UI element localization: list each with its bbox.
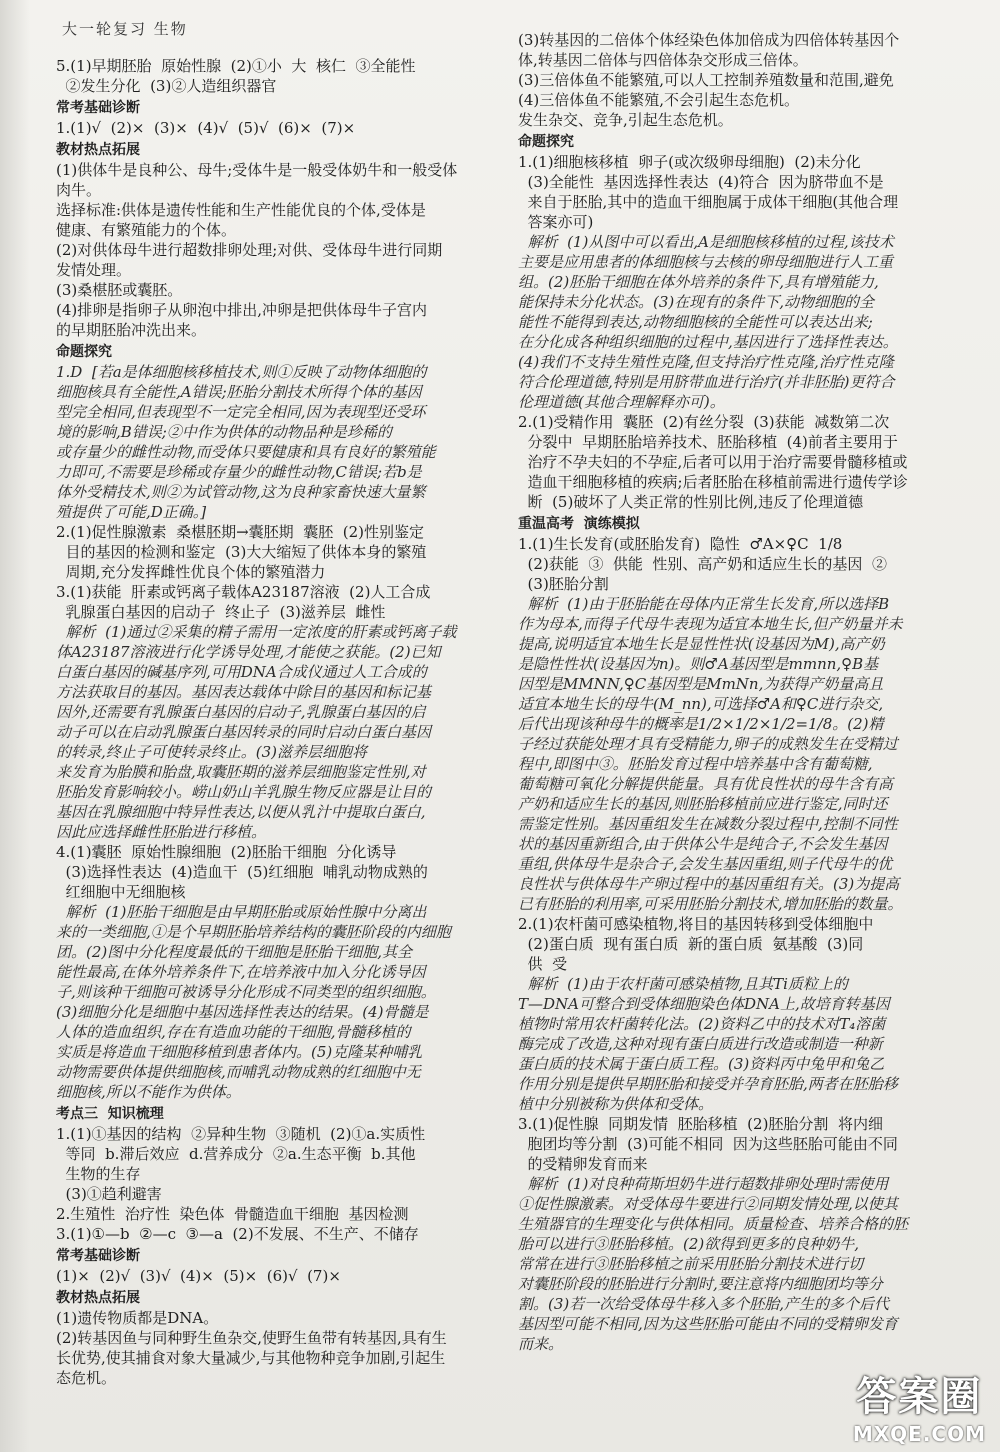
answer-line: 2.(1)受精作用 囊胚 (2)有丝分裂 (3)获能 减数第二次 bbox=[518, 413, 890, 431]
explanation-line: T—DNA可整合到受体细胞染色体DNA上,故培育转基因 bbox=[518, 995, 890, 1013]
explanation-line: 作用分别是提供早期胚胎和接受并孕育胚胎,两者在胚胎移 bbox=[518, 1075, 898, 1093]
explanation-line: 动物需要供体提供细胞核,而哺乳动物成熟的红细胞中无 bbox=[56, 1063, 421, 1081]
explanation-line: 蛋白质的技术属于蛋白质工程。(3)资料丙中兔甲和兔乙 bbox=[518, 1055, 885, 1073]
explanation-line: 能保持未分化状态。(3)在现有的条件下,动物细胞的全 bbox=[518, 293, 875, 311]
answer-line: 5.(1)早期胚胎 原始性腺 (2)①小 大 核仁 ③全能性 bbox=[56, 57, 416, 75]
section-heading: 常考基础诊断 bbox=[56, 100, 140, 116]
explanation-line: 状的基因重新组合,由于供体公牛是纯合子,不会发生基因 bbox=[518, 835, 888, 853]
explanation-line: 的转录,终止子可使转录终止。(3)滋养层细胞将 bbox=[56, 743, 368, 761]
explanation-line: 能性不能得到表达,动物细胞核的全能性可以表达出来; bbox=[518, 313, 873, 331]
explanation-line: 体A23187溶液进行化学诱导处理,才能使之获能。(2)已知 bbox=[56, 643, 441, 661]
explanation-line: 1.D [若a是体细胞核移植技术,则①反映了动物体细胞的 bbox=[56, 363, 427, 381]
explanation-line: 细胞核,所以不能作为供体。 bbox=[56, 1083, 241, 1101]
explanation-line: 动子可以在启动乳腺蛋白基因转录的同时启动白蛋白基因 bbox=[56, 723, 432, 741]
answer-line: 周期,充分发挥雌性优良个体的繁殖潜力 bbox=[56, 563, 326, 581]
explanation-line: 良性状与供体母牛产卵过程中的基因重组有关。(3)为提高 bbox=[518, 875, 900, 893]
answer-line: 2.生殖性 治疗性 染色体 骨髓造血干细胞 基因检测 bbox=[56, 1205, 409, 1223]
explanation-line: 葡萄糖可氧化分解提供能量。具有优良性状的母牛含有高 bbox=[518, 775, 894, 793]
answer-line: 的早期胚胎冲洗出来。 bbox=[56, 321, 207, 339]
answer-line: 分裂中 早期胚胎培养技术、胚胎移植 (4)前者主要用于 bbox=[518, 433, 898, 451]
answer-line: 1.(1)√ (2)× (3)× (4)√ (5)√ (6)× (7)× bbox=[56, 119, 356, 137]
answer-line: 体,转基因二倍体与四倍体杂交形成三倍体。 bbox=[518, 51, 808, 69]
answer-line: 2.(1)农杆菌可感染植物,将目的基因转移到受体细胞中 bbox=[518, 915, 874, 933]
explanation-line: 胎可以进行③胚胎移植。(2)欲得到更多的良种奶牛, bbox=[518, 1235, 860, 1253]
answer-line: 供 受 bbox=[518, 955, 568, 973]
explanation-line: 来发育为胎膜和胎盘,取囊胚期的滋养层细胞鉴定性别,对 bbox=[56, 763, 426, 781]
explanation-line: 后代出现该种母牛的概率是1/2×1/2×1/2=1/8。(2)精 bbox=[518, 715, 884, 733]
explanation-line: 符合伦理道德,特别是用脐带血进行治疗(并非胚胎)更符合 bbox=[518, 373, 895, 391]
answer-line: (2)对供体母牛进行超数排卵处理;对供、受体母牛进行同期 bbox=[56, 241, 443, 259]
explanation-line: 解析 (1)对良种荷斯坦奶牛进行超数排卵处理时需使用 bbox=[518, 1175, 889, 1193]
answer-line: 断 (5)破坏了人类正常的性别比例,违反了伦理道德 bbox=[518, 493, 864, 511]
answer-line: 1.(1)生长发育(或胚胎发育) 隐性 ♂A×♀C 1/8 bbox=[518, 535, 843, 553]
explanation-line: 植物时常用农杆菌转化法。(2)资料乙中的技术对T₄溶菌 bbox=[518, 1015, 886, 1033]
answer-line: (3)选择性表达 (4)造血干 (5)红细胞 哺乳动物成熟的 bbox=[56, 863, 428, 881]
answer-line: 等同 b.滞后效应 d.营养成分 ②a.生态平衡 b.其他 bbox=[56, 1145, 416, 1163]
section-heading: 常考基础诊断 bbox=[56, 1248, 140, 1264]
answer-line: 长优势,使其捕食对象大量减少,与其他物种竞争加剧,引起生 bbox=[56, 1349, 446, 1367]
answer-line: 造血干细胞移植的疾病;后者胚胎在移植前需进行遗传学诊 bbox=[518, 473, 908, 491]
explanation-line: 子,则该种干细胞可被诱导分化形成不同类型的组织细胞。 bbox=[56, 983, 436, 1001]
explanation-line: 能性最高,在体外培养条件下,在培养液中加入分化诱导因 bbox=[56, 963, 426, 981]
explanation-line: 在分化成各种组织细胞的过程中,基因进行了选择性表达。 bbox=[518, 333, 898, 351]
watermark-title: 答案圈 bbox=[856, 1374, 983, 1420]
answer-line: 胞团均等分割 (3)可能不相同 因为这些胚胎可能由不同 bbox=[518, 1135, 898, 1153]
explanation-line: 程中,即图中③。胚胎发育过程中培养基中含有葡萄糖, bbox=[518, 755, 873, 773]
answer-line: (3)三倍体鱼不能繁殖,可以人工控制养殖数量和范围,避免 bbox=[518, 71, 894, 89]
answer-line: 红细胞中无细胞核 bbox=[56, 883, 186, 901]
answer-line: (1)供体牛是良种公、母牛;受体牛是一般受体奶牛和一般受体 bbox=[56, 161, 458, 179]
answer-line: 肉牛。 bbox=[56, 181, 102, 199]
section-heading: 重温高考 演练模拟 bbox=[518, 516, 640, 532]
explanation-line: 来的一类细胞,①是个早期胚胎培养结构的囊胚阶段的内细胞 bbox=[56, 923, 451, 941]
answer-line: 选择标准:供体是遗传性能和生产性能优良的个体,受体是 bbox=[56, 201, 426, 219]
answer-line: 的受精卵发育而来 bbox=[518, 1155, 648, 1173]
explanation-line: 因外,还需要有乳腺蛋白基因的启动子,乳腺蛋白基因的启 bbox=[56, 703, 426, 721]
explanation-line: 方法获取目的基因。基因表达载体中除目的基因和标记基 bbox=[56, 683, 432, 701]
explanation-line: 体外受精技术,则②为试管动物,这为良种家畜快速大量繁 bbox=[56, 483, 426, 501]
explanation-line: (3)细胞分化是细胞中基因选择性表达的结果。(4)骨髓是 bbox=[56, 1003, 429, 1021]
explanation-line: 殖提供了可能,D正确。] bbox=[56, 503, 207, 521]
explanation-line: 已有胚胎的利用率,可采用胚胎分割技术,增加胚胎的数量。 bbox=[518, 895, 903, 913]
explanation-line: 细胞核具有全能性,A错误;胚胎分割技术所得个体的基因 bbox=[56, 383, 422, 401]
explanation-line: 提高,说明适宜本地生长是显性性状(设基因为M),高产奶 bbox=[518, 635, 885, 653]
explanation-line: 伦理道德(其他合理解释亦可)。 bbox=[518, 393, 725, 411]
answer-line: ②发生分化 (3)②人造组织器官 bbox=[56, 77, 277, 95]
explanation-line: ①促性腺激素。对受体母牛要进行②同期发情处理,以使其 bbox=[518, 1195, 898, 1213]
answer-line: 乳腺蛋白基因的启动子 终止子 (3)滋养层 雌性 bbox=[56, 603, 386, 621]
explanation-line: 解析 (1)通过②采集的精子需用一定浓度的肝素或钙离子载 bbox=[56, 623, 457, 641]
binding-shadow bbox=[0, 0, 30, 1452]
right-column bbox=[518, 30, 964, 1354]
answer-line: 1.(1)细胞核移植 卵子(或次级卵母细胞) (2)未分化 bbox=[518, 153, 861, 171]
answer-line: 发情处理。 bbox=[56, 261, 132, 279]
explanation-line: 重组,供体母牛是杂合子,会发生基因重组,则子代母牛的优 bbox=[518, 855, 893, 873]
explanation-line: 子经过获能处理才具有受精能力,卵子的成熟发生在受精过 bbox=[518, 735, 898, 753]
answer-line: 治疗不孕夫妇的不孕症,后者可以用于治疗需要骨髓移植或 bbox=[518, 453, 908, 471]
running-head: 大一轮复习 生物 bbox=[62, 20, 188, 38]
explanation-line: 组。(2)胚胎干细胞在体外培养的条件下,具有增殖能力, bbox=[518, 273, 879, 291]
answer-line: (3)胚胎分割 bbox=[518, 575, 609, 593]
explanation-line: 产奶和适应生长的基因,则胚胎移植前应进行鉴定,同时还 bbox=[518, 795, 888, 813]
explanation-line: 作为母本,而得子代母牛表现为适宜本地生长,但产奶量并未 bbox=[518, 615, 903, 633]
explanation-line: 解析 (1)由于胚胎能在母体内正常生长发育,所以选择B bbox=[518, 595, 890, 613]
section-heading: 教材热点拓展 bbox=[56, 1290, 140, 1306]
explanation-line: 适宜本地生长的母牛(M_nn),可选择♂A和♀C进行杂交, bbox=[518, 695, 884, 713]
explanation-line: (4)我们不支持生殖性克隆,但支持治疗性克隆,治疗性克隆 bbox=[518, 353, 894, 371]
answer-line: 发生杂交、竞争,引起生态危机。 bbox=[518, 111, 733, 129]
explanation-line: 型完全相同,但表现型不一定完全相同,因为表现型还受环 bbox=[56, 403, 426, 421]
watermark-url: MXQE.COM bbox=[852, 1422, 986, 1446]
answer-line: 3.(1)获能 肝素或钙离子载体A23187溶液 (2)人工合成 bbox=[56, 583, 431, 601]
explanation-line: 基因型可能不相同,因为这些胚胎可能由不同的受精卵发育 bbox=[518, 1315, 898, 1333]
answer-line: 健康、有繁殖能力的个体。 bbox=[56, 221, 237, 239]
explanation-line: 胚胎发育影响较小。崂山奶山羊乳腺生物反应器是让目的 bbox=[56, 783, 432, 801]
explanation-line: 酶完成了改造,这种对现有蛋白质进行改造或制造一种新 bbox=[518, 1035, 883, 1053]
explanation-line: 解析 (1)由于农杆菌可感染植物,且其Ti质粒上的 bbox=[518, 975, 848, 993]
section-heading: 命题探究 bbox=[56, 344, 112, 360]
explanation-line: 对囊胚阶段的胚胎进行分割时,要注意将内细胞团均等分 bbox=[518, 1275, 883, 1293]
explanation-line: 白蛋白基因的碱基序列,可用DNA合成仪通过人工合成的 bbox=[56, 663, 427, 681]
explanation-line: 力即可,不需要是珍稀或存量少的雌性动物,C错误;若b是 bbox=[56, 463, 422, 481]
section-heading: 考点三 知识梳理 bbox=[56, 1106, 164, 1122]
answer-line: 生物的生存 bbox=[56, 1165, 141, 1183]
explanation-line: 而来。 bbox=[518, 1335, 564, 1353]
answer-line: 态危机。 bbox=[56, 1369, 117, 1387]
explanation-line: 因型是MMNN,♀C基因型是MmNn,为获得产奶量高且 bbox=[518, 675, 884, 693]
explanation-line: 境的影响,B错误;②中作为供体的动物品种是珍稀的 bbox=[56, 423, 392, 441]
answer-line: (1)× (2)√ (3)√ (4)× (5)× (6)√ (7)× bbox=[56, 1267, 341, 1285]
answer-line: (2)获能 ③ 供能 性别、高产奶和适应生长的基因 ② bbox=[518, 555, 887, 573]
explanation-line: 需鉴定性别。基因重组发生在减数分裂过程中,控制不同性 bbox=[518, 815, 898, 833]
section-heading: 教材热点拓展 bbox=[56, 142, 140, 158]
answer-line: (3)桑椹胚或囊胚。 bbox=[56, 281, 183, 299]
watermark-logo bbox=[853, 1365, 986, 1446]
explanation-line: 常常在进行③胚胎移植之前采用胚胎分割技术进行切 bbox=[518, 1255, 864, 1273]
explanation-line: 是隐性性状(设基因为n)。则♂A基因型是mmnn,♀B基 bbox=[518, 655, 879, 673]
answer-line: 3.(1)①—b ②—c ③—a (2)不发展、不生产、不储存 bbox=[56, 1225, 419, 1243]
answer-line: 来自于胚胎,其中的造血干细胞属于成体干细胞(其他合理 bbox=[518, 193, 899, 211]
answer-line: (4)排卵是指卵子从卵泡中排出,冲卵是把供体母牛子宫内 bbox=[56, 301, 428, 319]
explanation-line: 主要是应用患者的体细胞核与去核的卵母细胞进行人工重 bbox=[518, 253, 894, 271]
answer-line: 1.(1)①基因的结构 ②异种生物 ③随机 (2)①a.实质性 bbox=[56, 1125, 426, 1143]
explanation-line: 解析 (1)胚胎干细胞是由早期胚胎或原始性腺中分离出 bbox=[56, 903, 427, 921]
explanation-line: 植中分别被称为供体和受体。 bbox=[518, 1095, 714, 1113]
answer-line: (3)①趋利避害 bbox=[56, 1185, 162, 1203]
explanation-line: 解析 (1)从图中可以看出,A是细胞核移植的过程,该技术 bbox=[518, 233, 894, 251]
section-heading: 命题探究 bbox=[518, 134, 574, 150]
explanation-line: 团。(2)图中分化程度最低的干细胞是胚胎干细胞,其全 bbox=[56, 943, 413, 961]
explanation-line: 实质是将造血干细胞移植到患者体内。(5)克隆某种哺乳 bbox=[56, 1043, 423, 1061]
answer-line: 3.(1)促性腺 同期发情 胚胎移植 (2)胚胎分割 将内细 bbox=[518, 1115, 883, 1133]
explanation-line: 人体的造血组织,存在有造血功能的干细胞,骨髓移植的 bbox=[56, 1023, 411, 1041]
answer-line: (3)全能性 基因选择性表达 (4)符合 因为脐带血不是 bbox=[518, 173, 884, 191]
answer-line: (2)蛋白质 现有蛋白质 新的蛋白质 氨基酸 (3)同 bbox=[518, 935, 864, 953]
answer-line: (4)三倍体鱼不能繁殖,不会引起生态危机。 bbox=[518, 91, 800, 109]
explanation-line: 因此应选择雌性胚胎进行移植。 bbox=[56, 823, 267, 841]
explanation-line: 基因在乳腺细胞中特异性表达,以便从乳汁中提取白蛋白, bbox=[56, 803, 426, 821]
answer-line: 2.(1)促性腺激素 桑椹胚期→囊胚期 囊胚 (2)性别鉴定 bbox=[56, 523, 424, 541]
answer-line: (1)遗传物质都是DNA。 bbox=[56, 1309, 219, 1327]
answer-line: 4.(1)囊胚 原始性腺细胞 (2)胚胎干细胞 分化诱导 bbox=[56, 843, 397, 861]
explanation-line: 或存量少的雌性动物,而受体只要健康和具有良好的繁殖能 bbox=[56, 443, 436, 461]
explanation-line: 生殖器官的生理变化与供体相同。质量检查、培养合格的胚 bbox=[518, 1215, 909, 1233]
answer-line: (3)转基因的二倍体个体经染色体加倍成为四倍体转基因个 bbox=[518, 31, 900, 49]
explanation-line: 割。(3)若一次给受体母牛移入多个胚胎,产生的多个后代 bbox=[518, 1295, 890, 1313]
left-column bbox=[56, 56, 496, 1388]
answer-line: (2)转基因鱼与同种野生鱼杂交,使野生鱼带有转基因,具有生 bbox=[56, 1329, 447, 1347]
answer-line: 目的基因的检测和鉴定 (3)大大缩短了供体本身的繁殖 bbox=[56, 543, 427, 561]
answer-line: 答案亦可) bbox=[518, 213, 594, 231]
